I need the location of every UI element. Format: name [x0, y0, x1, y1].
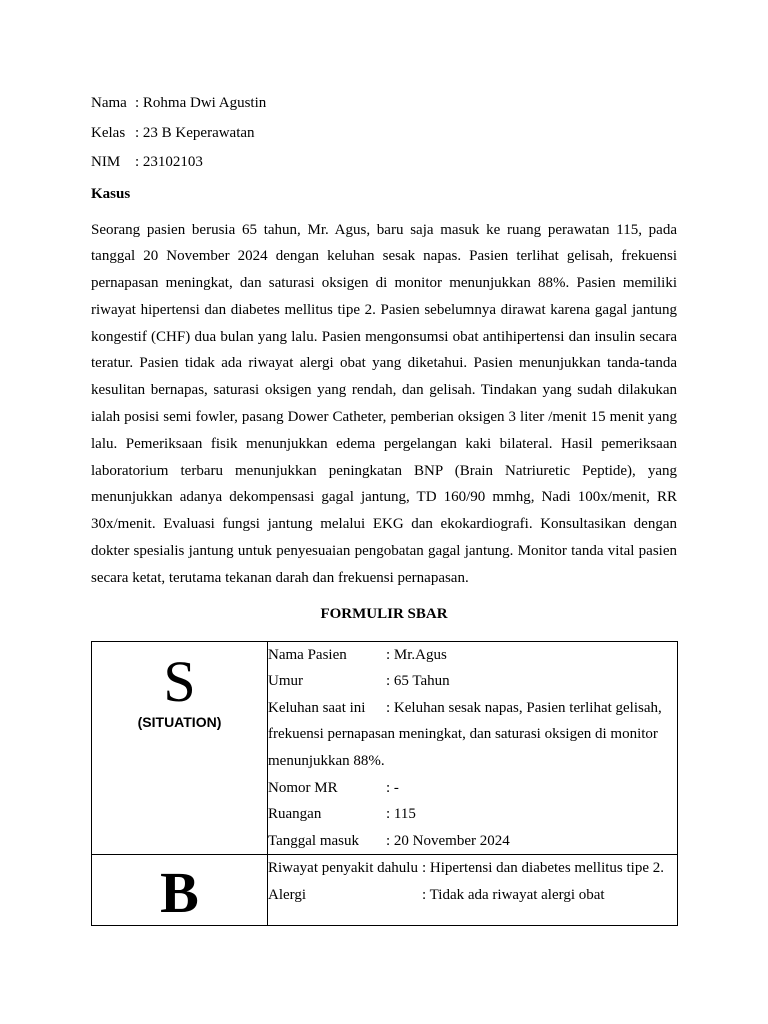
- case-heading: Kasus: [91, 185, 131, 202]
- mr-number-label: Nomor MR: [268, 779, 338, 796]
- allergy-value: : Tidak ada riwayat alergi obat: [422, 887, 605, 903]
- admission-date-row: [268, 828, 677, 855]
- background-letter: B: [160, 860, 199, 926]
- identity-nim-label: NIM: [91, 154, 121, 170]
- allergy-row: [268, 882, 677, 909]
- allergy-label: Alergi: [268, 887, 307, 903]
- case-body: Seorang pasien berusia 65 tahun, Mr. Agus, baru saja masuk ke ruang perawatan 115, pada tanggal 20 November 2024 dengan keluhan sesak napas. Pasien terlihat gelisah, frekuensi pernapasan meningkat, dan saturasi oksigen di monitor menunjukkan 88%. Pasien memiliki riwayat hipertensi dan diabetes mellitus tipe 2. Pasien sebelumnya dirawat karena gagal jantung kongestif (CHF) dua bulan yang lalu. Pasien mengonsumsi obat antihipertensi dan insulin secara teratur. Pasien tidak ada riwayat alergi obat yang diketahui. Pasien menunjukkan tanda-tanda kesulitan bernapas, saturasi oksigen yang rendah, dan gelisah. Tindakan yang sudah dilakukan ialah posisi semi fowler, pasang Dower Catheter, pemberian oksigen 3 liter /menit 15 menit yang lalu. Pemeriksaan fisik menunjukkan edema pergelangan kaki bilateral. Hasil pemeriksaan laboratorium terbaru menunjukkan peningkatan BNP (Brain Natriuretic Peptide), yang menunjukkan adanya dekompensasi gagal jantung, TD 160/90 mmhg, Nadi 100x/menit, RR 30x/menit. Evaluasi fungsi jantung melalui EKG dan ekokardiografi. Konsultasikan dengan dokter spesialis jantung untuk penyesuaian pengobatan gagal jantung. Monitor tanda vital pasien secara ketat, terutama tekanan darah dan frekuensi pernapasan.: [91, 221, 677, 586]
- room-label: Ruangan: [268, 806, 322, 823]
- age-label: Umur: [268, 673, 303, 690]
- identity-nim-value: : 23102103: [135, 154, 203, 170]
- patient-name-row: [268, 642, 677, 669]
- document-page: [91, 92, 677, 926]
- history-label: Riwayat penyakit dahulu: [268, 860, 418, 877]
- patient-name-value: : Mr.Agus: [386, 646, 447, 663]
- complaint-block: [268, 695, 677, 775]
- age-value: : 65 Tahun: [386, 673, 450, 690]
- mr-number-row: [268, 775, 677, 802]
- background-row: [92, 855, 678, 926]
- situation-letter: S: [163, 648, 196, 714]
- situation-row: [92, 641, 678, 855]
- situation-letter-cell: [92, 641, 268, 855]
- admission-date-label: Tanggal masuk: [268, 832, 360, 849]
- identity-class-label: Kelas: [91, 124, 126, 141]
- complaint-label: Keluhan saat ini: [268, 699, 366, 716]
- history-value: : Hipertensi dan diabetes mellitus tipe 2.: [421, 860, 664, 877]
- mr-number-value: : -: [386, 779, 399, 796]
- identity-name-value: : Rohma Dwi Agustin: [135, 95, 267, 111]
- form-title: FORMULIR SBAR: [320, 605, 448, 622]
- room-row: [268, 801, 677, 828]
- age-row: [268, 668, 677, 695]
- identity-name-row: [91, 92, 677, 122]
- situation-content: [268, 641, 678, 855]
- situation-label: (SITUATION): [137, 713, 222, 730]
- identity-class-row: [91, 122, 677, 152]
- identity-name-label: Nama: [91, 95, 127, 111]
- background-content: [268, 855, 678, 926]
- sbar-table: [91, 641, 678, 927]
- identity-nim-row: [91, 151, 677, 181]
- history-row: [268, 855, 677, 882]
- background-letter-cell: [92, 855, 268, 926]
- patient-name-label: Nama Pasien: [268, 646, 347, 663]
- identity-class-value: : 23 B Keperawatan: [135, 124, 255, 141]
- room-value: : 115: [386, 806, 416, 823]
- complaint-value: : Keluhan sesak napas, Pasien terlihat gelisah, frekuensi pernapasan meningkat, dan saturasi oksigen di monitor menunjukkan 88%.: [268, 699, 662, 770]
- admission-date-value: : 20 November 2024: [386, 832, 510, 849]
